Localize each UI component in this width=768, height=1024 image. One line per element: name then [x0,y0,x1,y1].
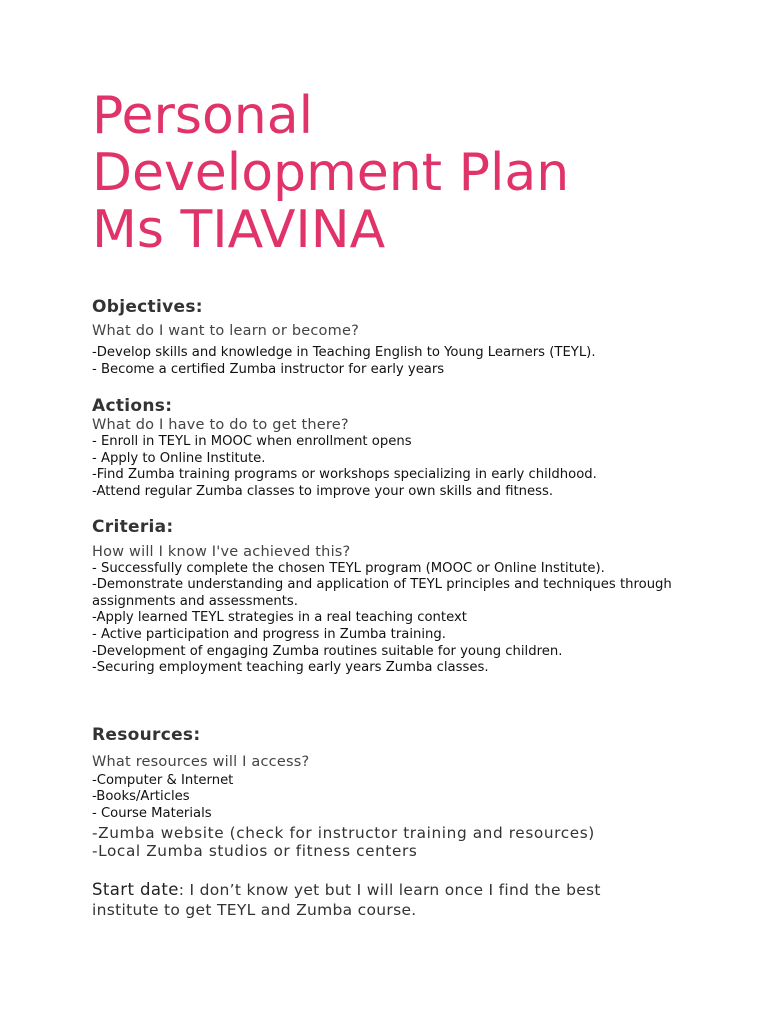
actions-list [92,434,728,500]
objectives-question: What do I want to learn or become? [92,323,359,339]
resources-heading: Resources: [92,724,201,745]
list-item: -Securing employment teaching early years Zumba classes. [92,660,489,676]
list-item: - Course Materials [92,805,212,821]
list-item: -Development of engaging Zumba routines suitable for young children. [92,643,563,659]
resources-section [92,725,728,861]
list-item: -Attend regular Zumba classes to improve your own skills and fitness. [92,483,554,499]
actions-section [92,396,728,500]
list-item: - Enroll in TEYL in MOOC when enrollment opens [92,434,412,450]
resources-question: What resources will I access? [92,753,310,770]
list-item: - Become a certified Zumba instructor for early years [92,361,445,377]
list-item: - Active participation and progress in Zumba training. [92,626,446,642]
list-item: - Successfully complete the chosen TEYL program (MOOC or Online Institute). [92,560,605,576]
list-item: -Demonstrate understanding and application of TEYL principles and techniques through assignments and assessments. [92,577,672,609]
title-line-3: Ms TIAVINA [92,200,386,260]
actions-question: What do I have to do to get there? [92,417,349,434]
start-date-label: Start date [92,880,179,900]
criteria-heading: Criteria: [92,516,174,537]
criteria-question: How will I know I've achieved this? [92,543,351,560]
list-item: -Computer & Internet [92,772,234,788]
list-item: - Apply to Online Institute. [92,450,266,466]
page-title [92,0,728,259]
title-line-2: Development Plan [92,143,570,203]
objectives-section [92,297,728,378]
objectives-list [92,345,728,378]
list-item: -Apply learned TEYL strategies in a real teaching context [92,610,467,626]
list-item: -Local Zumba studios or fitness centers [92,841,418,860]
start-date-text: : I don’t know yet but I will learn once I find the best institute to get TEYL and Zumba course. [92,881,601,920]
list-item: -Books/Articles [92,789,190,805]
start-date-paragraph [92,880,662,920]
list-item: -Develop skills and knowledge in Teaching English to Young Learners (TEYL). [92,345,596,360]
criteria-section [92,517,728,677]
actions-heading: Actions: [92,396,173,417]
list-item: -Find Zumba training programs or workshops specializing in early childhood. [92,467,597,483]
objectives-heading: Objectives: [92,297,203,317]
resources-list-large [92,824,612,861]
title-line-1: Personal [92,86,314,146]
list-item: -Zumba website (check for instructor training and resources) [92,823,595,842]
resources-list [92,773,728,823]
criteria-list [92,561,672,677]
